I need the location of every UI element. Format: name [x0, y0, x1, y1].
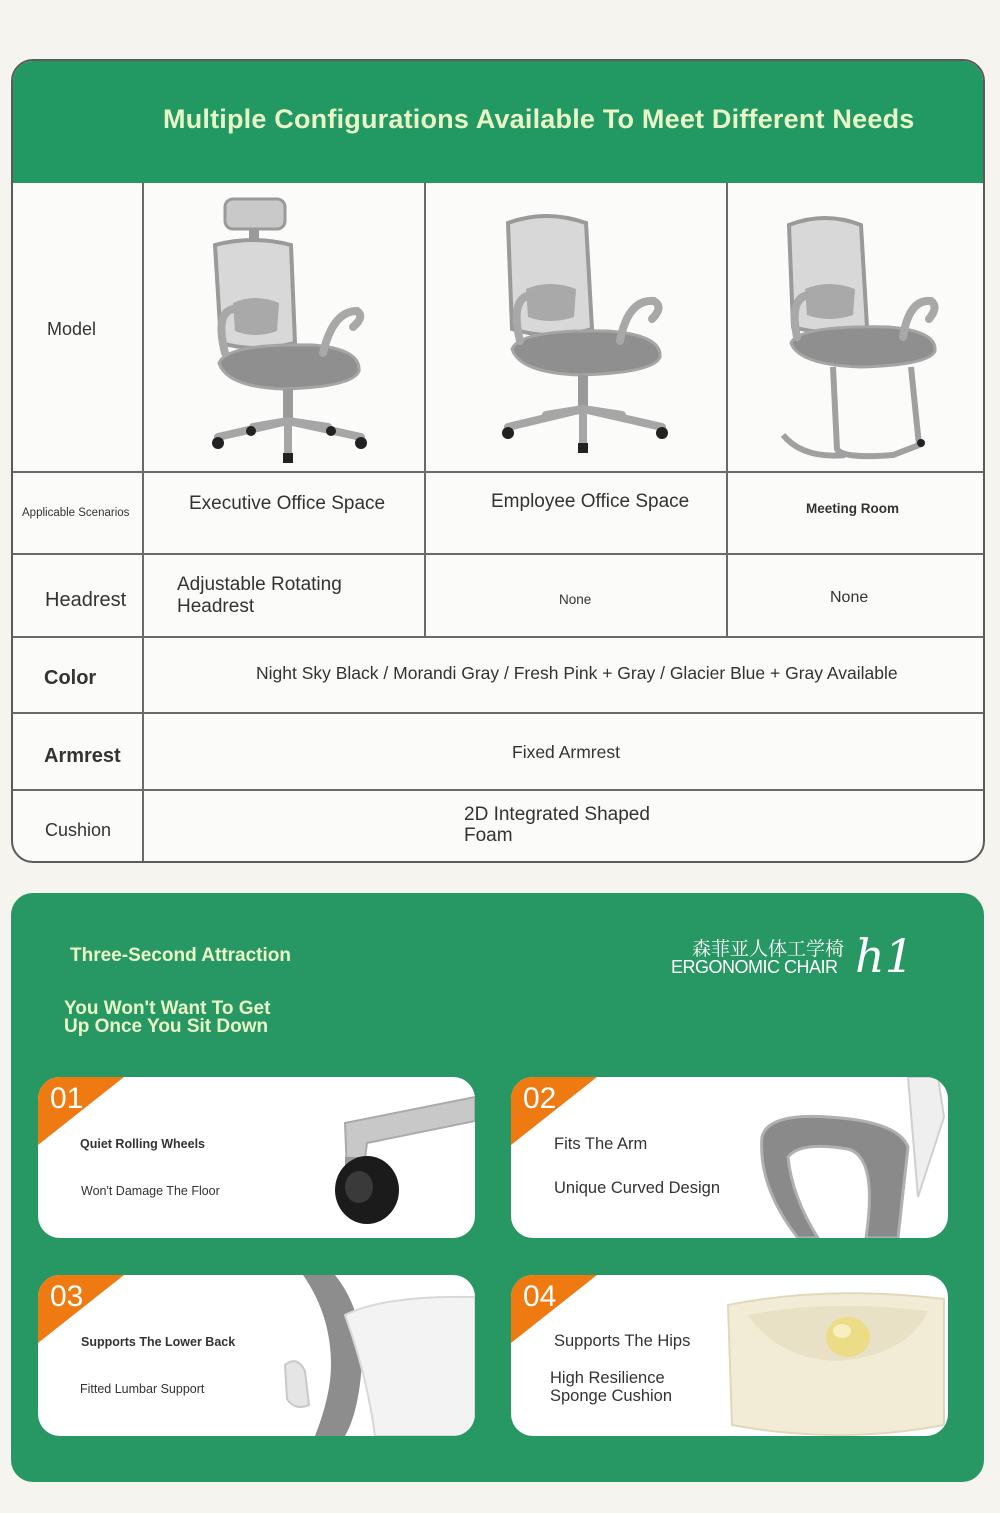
row-label-headrest: Headrest	[45, 589, 127, 611]
column-divider	[726, 183, 728, 636]
curved-armrest-icon	[748, 1077, 948, 1238]
brand-logo	[671, 929, 921, 983]
brand-model-mark: h1	[855, 929, 914, 983]
row-divider	[13, 712, 983, 714]
color-options: Night Sky Black / Morandi Gray / Fresh Pink + Gray / Glacier Blue + Gray Available	[256, 663, 898, 683]
configuration-table	[11, 59, 985, 863]
headrest-employee: None	[559, 592, 592, 607]
feature-number: 04	[523, 1280, 557, 1313]
feature-card-cushion	[511, 1275, 948, 1436]
row-label-model: Model	[47, 319, 97, 339]
promo-section	[11, 893, 984, 1482]
scenario-meeting: Meeting Room	[806, 501, 899, 516]
feature-title: Supports The Hips	[554, 1332, 691, 1350]
feature-number: 03	[50, 1280, 84, 1313]
feature-number: 02	[523, 1082, 557, 1115]
row-label-armrest: Armrest	[44, 745, 121, 767]
scenario-executive: Executive Office Space	[189, 493, 386, 514]
armrest-type: Fixed Armrest	[512, 742, 620, 762]
row-divider	[13, 636, 983, 638]
cushion-type: 2D Integrated Shaped Foam	[464, 804, 650, 846]
row-divider	[13, 553, 983, 555]
scenario-employee: Employee Office Space	[491, 491, 690, 512]
feature-desc: Unique Curved Design	[554, 1179, 721, 1197]
column-divider	[142, 183, 144, 861]
feature-title: Quiet Rolling Wheels	[80, 1137, 206, 1151]
page-title: Multiple Configurations Available To Meet Different Needs	[163, 104, 915, 134]
caster-wheel-icon	[305, 1077, 475, 1238]
row-divider	[13, 471, 983, 473]
mid-back-mesh-chair-icon	[468, 201, 698, 463]
headrest-executive: Adjustable Rotating Headrest	[177, 574, 342, 617]
headrest-meeting: None	[830, 589, 869, 606]
lumbar-support-icon	[275, 1275, 475, 1436]
row-label-scenarios: Applicable Scenarios	[22, 507, 130, 519]
feature-desc: Fitted Lumbar Support	[80, 1382, 205, 1396]
feature-desc: High Resilience Sponge Cushion	[550, 1369, 673, 1405]
feature-card-wheels	[38, 1077, 475, 1238]
feature-title: Supports The Lower Back	[81, 1335, 236, 1349]
feature-desc: Won't Damage The Floor	[81, 1184, 220, 1198]
feature-card-lumbar	[38, 1275, 475, 1436]
high-back-mesh-chair-with-headrest-icon	[163, 193, 413, 465]
sponge-cushion-icon	[708, 1275, 948, 1436]
row-divider	[13, 789, 983, 791]
feature-card-armrest	[511, 1077, 948, 1238]
sled-base-mesh-chair-icon	[773, 209, 983, 463]
brand-name-cn: 森菲亚人体工学椅	[692, 939, 845, 960]
feature-number: 01	[50, 1082, 84, 1115]
row-label-color: Color	[44, 667, 97, 689]
promo-subheading: You Won't Want To Get Up Once You Sit Down	[64, 998, 271, 1037]
row-label-cushion: Cushion	[45, 820, 112, 840]
promo-heading: Three-Second Attraction	[70, 945, 291, 966]
feature-title: Fits The Arm	[554, 1135, 648, 1153]
column-divider	[424, 183, 426, 636]
table-header-banner	[13, 61, 983, 183]
brand-name-en: ERGONOMIC CHAIR	[671, 957, 838, 977]
